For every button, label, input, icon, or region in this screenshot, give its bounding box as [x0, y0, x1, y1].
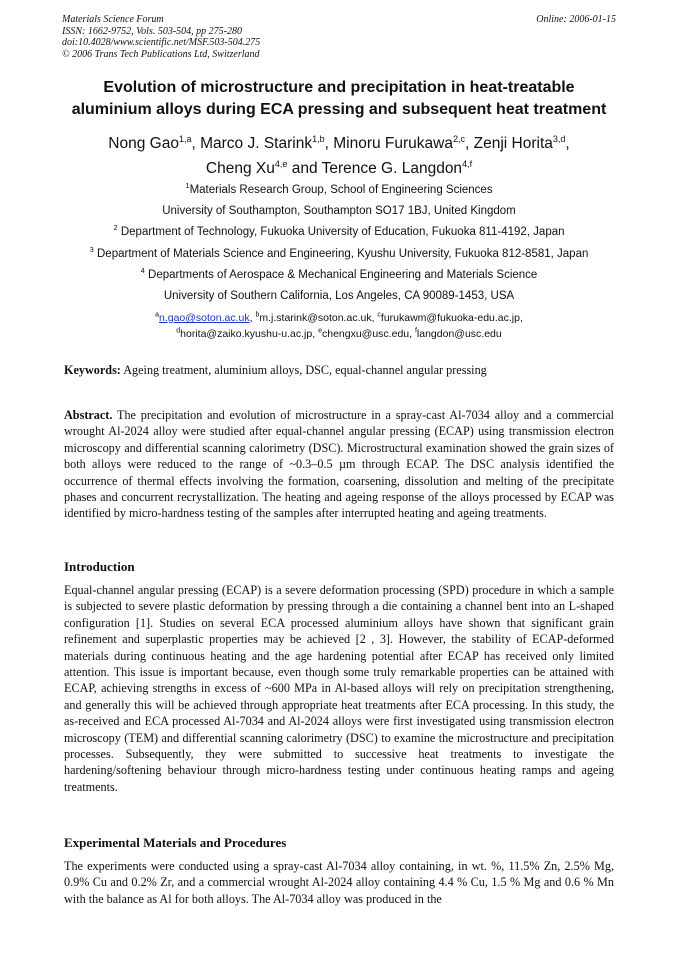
email-line-1: $^a$n.gao@soton.ac.uk, $^b$m.j.starink@soton.ac.uk, $^c$furukawm@fukuoka-edu.ac.jp, [155, 311, 523, 324]
author-name: Terence G. Langdon [321, 160, 463, 177]
title-line-1: Evolution of microstructure and precipitation in heat-treatable [103, 79, 575, 96]
affiliation-4 [40, 268, 638, 303]
keywords-text: Ageing treatment, aluminium alloys, DSC, equal-channel angular pressing [123, 363, 487, 377]
author-sup: 1,a [178, 133, 192, 144]
author-line-1 [40, 131, 638, 156]
author-name: Cheng Xu [205, 160, 275, 177]
author-sup: 4,f [462, 158, 473, 169]
affiliation-1 [40, 183, 638, 218]
author-separator: , [465, 135, 474, 152]
affiliation-3 [40, 247, 638, 261]
affiliation-number: 2 [113, 223, 118, 233]
email-sup: c [377, 311, 381, 319]
affiliation-line: Department of Technology, Fukuoka University of Education, Fukuoka 811-4192, Japan [120, 226, 565, 238]
author-name: Minoru Furukawa [333, 135, 453, 152]
affiliation-line: Materials Research Group, School of Engineering Sciences [189, 184, 493, 196]
email-furukawa: furukawm@fukuoka-edu.ac.jp [380, 312, 520, 324]
experimental-text: The experiments were conducted using a spray-cast Al-7034 alloy containing, in wt. %, 11.5% Zn, 2.5% Mg, 0.9% Cu and 0.2% Zr, and a commercial wrought Al-2024 alloy containing 4.4 % Cu, 1.5 % Mg and 0.6 % Mn with the balance as Al for both alloys. The Al-7034 alloy was produced in the [64, 859, 614, 906]
abstract-text: The precipitation and evolution of microstructure in a spray-cast Al-7034 alloy and a commercial wrought Al-2024 alloy were studied after equal-channel angular pressing (ECAP) using transmission electron microscopy and differential scanning calorimetry (DSC). Microstructural examination showed the grain sizes of both alloys were reduced to the range of ~0.3–0.5 µm through ECAP. The DSC analysis identified the occurrence of thermal effects involving the formation, coarsening, dissolution and melting of the precipitate phases and concurrent recrystallization. The heating and ageing response of the alloys processed by ECAP was identified by micro-hardness testing of the samples after interrupted heating and ageing treatments. [64, 408, 615, 521]
email-line-2: $^d$horita@zaiko.kyushu-u.ac.jp, $^e$chengxu@usc.edu, $^f$langdon@usc.edu [176, 327, 502, 340]
email-sup: a [155, 311, 159, 319]
issn-line: ISSN: 1662-9752, Vols. 503-504, pp 275-280 [62, 25, 242, 37]
copyright-line: © 2006 Trans Tech Publications Ltd, Switzerland [62, 48, 260, 60]
keywords [64, 362, 614, 378]
experimental-heading: Experimental Materials and Procedures [64, 835, 287, 850]
email-starink: m.j.starink@soton.ac.uk [259, 312, 372, 324]
affiliation-number: 1 [185, 181, 190, 191]
author-separator: and [287, 160, 322, 177]
affiliation-2 [40, 225, 638, 239]
email-link-gao[interactable]: n.gao@soton.ac.uk [158, 312, 250, 324]
author-name: Marco J. Starink [200, 135, 313, 152]
email-sup: e [318, 327, 322, 335]
author-sup: 4,e [274, 158, 288, 169]
email-xu: chengxu@usc.edu [321, 328, 410, 340]
journal-name: Materials Science Forum [62, 14, 164, 25]
affiliation-line: University of Southampton, Southampton SO17 1BJ, United Kingdom [162, 205, 516, 217]
author-name: Zenji Horita [473, 135, 553, 152]
author-sup: 2,c [452, 133, 465, 144]
author-separator: , [191, 135, 201, 152]
introduction-text: Equal-channel angular pressing (ECAP) is a severe deformation processing (SPD) procedure in which a sample is subjected to severe plastic deformation by pressing through a die containing a channel bent into an L-shaped configuration [1]. Studies on several ECA processed aluminium alloys have shown that significant grain refinement and superplastic properties may be achieved [2 , 3]. However, the stability of ECAP-deformed materials during continuous heating and the age hardening potential after ECAP has received only limited attention. This issue is important because, even though some truly remarkable properties can be attained with ECAP, achieving strengths in excess of ~600 MPa in Al-based alloys will rely on precipitation strengthening, and generally this will be achieved through appropriate heat treatments after ECA processing. In this study, the as-received and ECA processed Al-7034 and Al-2024 alloys were first investigated using transmission electron microscopy (TEM) and differential scanning calorimetry (DSC) to examine the microstructure and precipitation processes. Subsequently, they were submitted to successive heat treatments to investigate the hardening/softening behaviour through micro-hardness testing under continuous heating ramps and ageing treatments. [64, 583, 614, 794]
email-sup: f [414, 327, 417, 335]
email-sup: d [176, 327, 181, 335]
author-line-2 [40, 156, 638, 181]
author-sup: 3,d [552, 133, 566, 144]
author-separator: , [324, 135, 334, 152]
affiliation-line: University of Southern California, Los Angeles, CA 90089-1453, USA [163, 290, 515, 302]
doi-line[interactable]: doi:10.4028/www.scientific.net/MSF.503-504.275 [62, 37, 261, 48]
author-sup: 1,b [312, 133, 325, 144]
title-line-2: aluminium alloys during ECA pressing and subsequent heat treatment [71, 101, 607, 118]
keywords-label: Keywords: [64, 363, 121, 377]
abstract [64, 407, 614, 522]
author-list [40, 131, 638, 181]
affiliation-line: Departments of Aerospace & Mechanical Engineering and Materials Science [148, 269, 538, 281]
email-sup: b [255, 311, 260, 319]
email-langdon: langdon@usc.edu [416, 328, 502, 340]
author-separator: , [565, 135, 570, 152]
affiliation-number: 4 [140, 266, 145, 276]
journal-header [62, 14, 616, 60]
paper-title [40, 77, 638, 121]
affiliation-number: 3 [89, 245, 94, 255]
email-block [40, 310, 638, 342]
author-name: Nong Gao [108, 135, 179, 152]
online-date: Online: 2006-01-15 [536, 14, 616, 25]
abstract-label: Abstract. [64, 408, 113, 422]
email-horita: horita@zaiko.kyushu-u.ac.jp [180, 328, 313, 340]
affiliation-line: Department of Materials Science and Engineering, Kyushu University, Fukuoka 812-8581, Japan [97, 248, 589, 260]
introduction-heading: Introduction [64, 559, 135, 574]
